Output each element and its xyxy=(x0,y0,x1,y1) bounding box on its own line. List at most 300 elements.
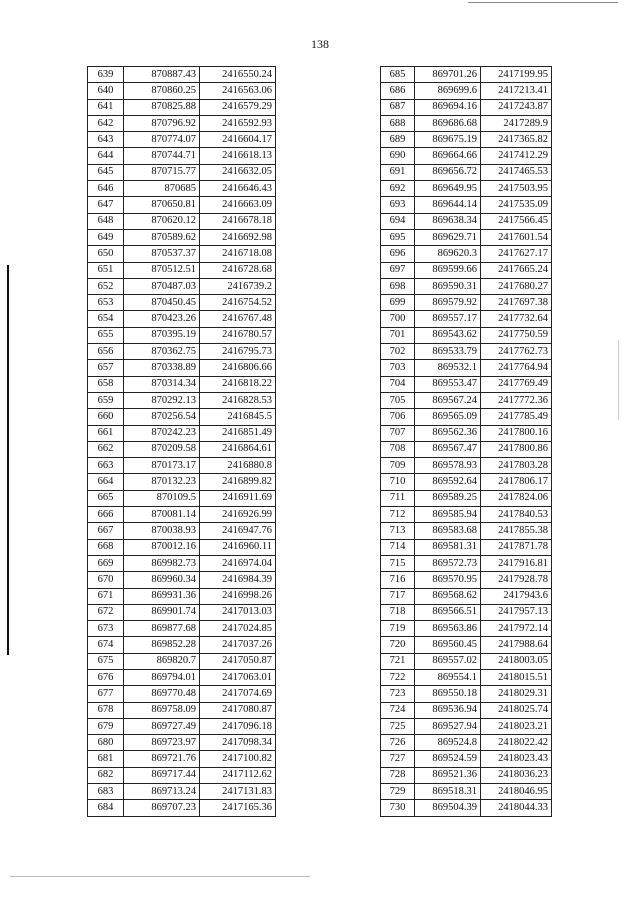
point-number-cell: 688 xyxy=(381,115,415,131)
point-number-cell: 663 xyxy=(88,458,124,474)
point-number-cell: 657 xyxy=(88,360,124,376)
point-number-cell: 693 xyxy=(381,197,415,213)
x-coordinate-cell: 869572.73 xyxy=(415,555,481,571)
y-coordinate-cell: 2416604.17 xyxy=(200,132,276,148)
scan-margin-bar xyxy=(7,265,9,655)
point-number-cell: 681 xyxy=(88,751,124,767)
x-coordinate-cell: 869620.3 xyxy=(415,246,481,262)
table-row xyxy=(88,164,276,180)
table-row xyxy=(88,767,276,783)
point-number-cell: 723 xyxy=(381,686,415,702)
table-row xyxy=(381,751,552,767)
table-row xyxy=(381,523,552,539)
y-coordinate-cell: 2417855.38 xyxy=(481,523,552,539)
table-row xyxy=(88,344,276,360)
table-row xyxy=(381,344,552,360)
x-coordinate-cell: 869931.36 xyxy=(124,588,200,604)
point-number-cell: 667 xyxy=(88,523,124,539)
point-number-cell: 660 xyxy=(88,409,124,425)
x-coordinate-cell: 869581.31 xyxy=(415,539,481,555)
x-coordinate-cell: 870038.93 xyxy=(124,523,200,539)
table-row xyxy=(381,702,552,718)
point-number-cell: 725 xyxy=(381,718,415,734)
point-number-cell: 690 xyxy=(381,148,415,164)
x-coordinate-cell: 869820.7 xyxy=(124,653,200,669)
y-coordinate-cell: 2417762.73 xyxy=(481,344,552,360)
point-number-cell: 727 xyxy=(381,751,415,767)
point-number-cell: 689 xyxy=(381,132,415,148)
y-coordinate-cell: 2417764.94 xyxy=(481,360,552,376)
x-coordinate-cell: 869686.68 xyxy=(415,115,481,131)
y-coordinate-cell: 2417928.78 xyxy=(481,572,552,588)
x-coordinate-cell: 870487.03 xyxy=(124,278,200,294)
x-coordinate-cell: 869599.66 xyxy=(415,262,481,278)
point-number-cell: 665 xyxy=(88,490,124,506)
table-row xyxy=(381,229,552,245)
point-number-cell: 652 xyxy=(88,278,124,294)
y-coordinate-cell: 2417627.17 xyxy=(481,246,552,262)
x-coordinate-cell: 869721.76 xyxy=(124,751,200,767)
table-row xyxy=(88,490,276,506)
point-number-cell: 695 xyxy=(381,229,415,245)
y-coordinate-cell: 2416618.13 xyxy=(200,148,276,164)
y-coordinate-cell: 2416550.24 xyxy=(200,67,276,83)
table-row xyxy=(381,800,552,816)
coordinates-table-right xyxy=(380,66,552,817)
table-row xyxy=(88,686,276,702)
table-row xyxy=(88,572,276,588)
point-number-cell: 696 xyxy=(381,246,415,262)
y-coordinate-cell: 2417972.14 xyxy=(481,621,552,637)
table-row xyxy=(88,735,276,751)
x-coordinate-cell: 870650.81 xyxy=(124,197,200,213)
y-coordinate-cell: 2417806.17 xyxy=(481,474,552,490)
point-number-cell: 656 xyxy=(88,344,124,360)
point-number-cell: 646 xyxy=(88,181,124,197)
table-row xyxy=(381,572,552,588)
y-coordinate-cell: 2416880.8 xyxy=(200,458,276,474)
x-coordinate-cell: 869536.94 xyxy=(415,702,481,718)
point-number-cell: 720 xyxy=(381,637,415,653)
y-coordinate-cell: 2417131.83 xyxy=(200,784,276,800)
table-row xyxy=(88,197,276,213)
y-coordinate-cell: 2417772.36 xyxy=(481,392,552,408)
y-coordinate-cell: 2416851.49 xyxy=(200,425,276,441)
table-row xyxy=(381,653,552,669)
x-coordinate-cell: 869592.64 xyxy=(415,474,481,490)
y-coordinate-cell: 2416984.39 xyxy=(200,572,276,588)
point-number-cell: 679 xyxy=(88,718,124,734)
point-number-cell: 714 xyxy=(381,539,415,555)
table-row xyxy=(381,425,552,441)
point-number-cell: 721 xyxy=(381,653,415,669)
table-row xyxy=(88,523,276,539)
table-row xyxy=(88,702,276,718)
x-coordinate-cell: 870744.71 xyxy=(124,148,200,164)
table-row xyxy=(88,132,276,148)
point-number-cell: 687 xyxy=(381,99,415,115)
point-number-cell: 705 xyxy=(381,392,415,408)
y-coordinate-cell: 2416579.29 xyxy=(200,99,276,115)
table-row xyxy=(381,490,552,506)
y-coordinate-cell: 2417037.26 xyxy=(200,637,276,653)
table-row xyxy=(88,360,276,376)
y-coordinate-cell: 2416728.68 xyxy=(200,262,276,278)
table-row xyxy=(381,295,552,311)
table-row xyxy=(88,669,276,685)
scan-bottom-rule xyxy=(10,876,310,877)
x-coordinate-cell: 869723.97 xyxy=(124,735,200,751)
x-coordinate-cell: 870012.16 xyxy=(124,539,200,555)
y-coordinate-cell: 2417074.69 xyxy=(200,686,276,702)
y-coordinate-cell: 2417566.45 xyxy=(481,213,552,229)
y-coordinate-cell: 2418044.33 xyxy=(481,800,552,816)
x-coordinate-cell: 869649.95 xyxy=(415,181,481,197)
x-coordinate-cell: 869960.34 xyxy=(124,572,200,588)
x-coordinate-cell: 869699.6 xyxy=(415,83,481,99)
y-coordinate-cell: 2417199.95 xyxy=(481,67,552,83)
point-number-cell: 722 xyxy=(381,669,415,685)
point-number-cell: 702 xyxy=(381,344,415,360)
table-row xyxy=(381,132,552,148)
table-row xyxy=(381,539,552,555)
y-coordinate-cell: 2416739.2 xyxy=(200,278,276,294)
point-number-cell: 697 xyxy=(381,262,415,278)
point-number-cell: 639 xyxy=(88,67,124,83)
y-coordinate-cell: 2417098.34 xyxy=(200,735,276,751)
table-row xyxy=(88,458,276,474)
table-row xyxy=(88,83,276,99)
point-number-cell: 647 xyxy=(88,197,124,213)
table-row xyxy=(381,115,552,131)
point-number-cell: 698 xyxy=(381,278,415,294)
x-coordinate-cell: 869901.74 xyxy=(124,604,200,620)
y-coordinate-cell: 2417785.49 xyxy=(481,409,552,425)
point-number-cell: 719 xyxy=(381,621,415,637)
table-row xyxy=(381,311,552,327)
x-coordinate-cell: 870362.75 xyxy=(124,344,200,360)
table-row xyxy=(88,229,276,245)
table-row xyxy=(88,213,276,229)
y-coordinate-cell: 2416563.06 xyxy=(200,83,276,99)
x-coordinate-cell: 869521.36 xyxy=(415,767,481,783)
y-coordinate-cell: 2417213.41 xyxy=(481,83,552,99)
point-number-cell: 651 xyxy=(88,262,124,278)
table-row xyxy=(381,555,552,571)
point-number-cell: 709 xyxy=(381,458,415,474)
x-coordinate-cell: 869504.39 xyxy=(415,800,481,816)
y-coordinate-cell: 2418023.21 xyxy=(481,718,552,734)
x-coordinate-cell: 869543.62 xyxy=(415,327,481,343)
point-number-cell: 684 xyxy=(88,800,124,816)
table-row xyxy=(88,392,276,408)
table-row xyxy=(381,604,552,620)
table-row xyxy=(88,99,276,115)
x-coordinate-cell: 869852.28 xyxy=(124,637,200,653)
x-coordinate-cell: 869565.09 xyxy=(415,409,481,425)
x-coordinate-cell: 869527.94 xyxy=(415,718,481,734)
table-row xyxy=(381,197,552,213)
table-row xyxy=(88,637,276,653)
y-coordinate-cell: 2418022.42 xyxy=(481,735,552,751)
y-coordinate-cell: 2417535.09 xyxy=(481,197,552,213)
y-coordinate-cell: 2417988.64 xyxy=(481,637,552,653)
table-row xyxy=(88,653,276,669)
point-number-cell: 672 xyxy=(88,604,124,620)
point-number-cell: 640 xyxy=(88,83,124,99)
table-row xyxy=(381,441,552,457)
table-row xyxy=(381,474,552,490)
x-coordinate-cell: 869675.19 xyxy=(415,132,481,148)
y-coordinate-cell: 2416718.08 xyxy=(200,246,276,262)
y-coordinate-cell: 2417024.85 xyxy=(200,621,276,637)
table-row xyxy=(381,458,552,474)
y-coordinate-cell: 2417824.06 xyxy=(481,490,552,506)
point-number-cell: 726 xyxy=(381,735,415,751)
table-row xyxy=(381,327,552,343)
y-coordinate-cell: 2418025.74 xyxy=(481,702,552,718)
point-number-cell: 655 xyxy=(88,327,124,343)
y-coordinate-cell: 2416998.26 xyxy=(200,588,276,604)
table-row xyxy=(381,735,552,751)
y-coordinate-cell: 2418046.95 xyxy=(481,784,552,800)
table-row xyxy=(88,784,276,800)
point-number-cell: 724 xyxy=(381,702,415,718)
y-coordinate-cell: 2417943.6 xyxy=(481,588,552,604)
point-number-cell: 664 xyxy=(88,474,124,490)
y-coordinate-cell: 2416960.11 xyxy=(200,539,276,555)
y-coordinate-cell: 2417503.95 xyxy=(481,181,552,197)
coordinates-table-left xyxy=(87,66,276,817)
point-number-cell: 717 xyxy=(381,588,415,604)
point-number-cell: 653 xyxy=(88,295,124,311)
point-number-cell: 711 xyxy=(381,490,415,506)
x-coordinate-cell: 869707.23 xyxy=(124,800,200,816)
point-number-cell: 675 xyxy=(88,653,124,669)
point-number-cell: 718 xyxy=(381,604,415,620)
y-coordinate-cell: 2416864.61 xyxy=(200,441,276,457)
y-coordinate-cell: 2416911.69 xyxy=(200,490,276,506)
y-coordinate-cell: 2416818.22 xyxy=(200,376,276,392)
table-row xyxy=(381,669,552,685)
x-coordinate-cell: 870774.07 xyxy=(124,132,200,148)
x-coordinate-cell: 869794.01 xyxy=(124,669,200,685)
x-coordinate-cell: 869532.1 xyxy=(415,360,481,376)
y-coordinate-cell: 2416692.98 xyxy=(200,229,276,245)
y-coordinate-cell: 2418023.43 xyxy=(481,751,552,767)
y-coordinate-cell: 2416899.82 xyxy=(200,474,276,490)
table-row xyxy=(88,311,276,327)
point-number-cell: 713 xyxy=(381,523,415,539)
point-number-cell: 686 xyxy=(381,83,415,99)
y-coordinate-cell: 2416678.18 xyxy=(200,213,276,229)
point-number-cell: 658 xyxy=(88,376,124,392)
table-row xyxy=(88,262,276,278)
point-number-cell: 650 xyxy=(88,246,124,262)
table-row xyxy=(381,246,552,262)
table-row xyxy=(88,115,276,131)
table-row xyxy=(381,637,552,653)
y-coordinate-cell: 2418029.31 xyxy=(481,686,552,702)
y-coordinate-cell: 2416947.76 xyxy=(200,523,276,539)
x-coordinate-cell: 870209.58 xyxy=(124,441,200,457)
scan-top-rule xyxy=(468,2,618,3)
point-number-cell: 729 xyxy=(381,784,415,800)
point-number-cell: 703 xyxy=(381,360,415,376)
x-coordinate-cell: 869568.62 xyxy=(415,588,481,604)
x-coordinate-cell: 869644.14 xyxy=(415,197,481,213)
x-coordinate-cell: 870256.54 xyxy=(124,409,200,425)
point-number-cell: 682 xyxy=(88,767,124,783)
point-number-cell: 692 xyxy=(381,181,415,197)
y-coordinate-cell: 2417365.82 xyxy=(481,132,552,148)
x-coordinate-cell: 870395.19 xyxy=(124,327,200,343)
y-coordinate-cell: 2417871.78 xyxy=(481,539,552,555)
point-number-cell: 677 xyxy=(88,686,124,702)
point-number-cell: 707 xyxy=(381,425,415,441)
y-coordinate-cell: 2416754.52 xyxy=(200,295,276,311)
y-coordinate-cell: 2416592.93 xyxy=(200,115,276,131)
x-coordinate-cell: 870860.25 xyxy=(124,83,200,99)
x-coordinate-cell: 869553.47 xyxy=(415,376,481,392)
x-coordinate-cell: 870715.77 xyxy=(124,164,200,180)
y-coordinate-cell: 2417840.53 xyxy=(481,507,552,523)
point-number-cell: 694 xyxy=(381,213,415,229)
y-coordinate-cell: 2417957.13 xyxy=(481,604,552,620)
y-coordinate-cell: 2417665.24 xyxy=(481,262,552,278)
x-coordinate-cell: 869560.45 xyxy=(415,637,481,653)
table-row xyxy=(381,181,552,197)
table-row xyxy=(381,164,552,180)
point-number-cell: 659 xyxy=(88,392,124,408)
table-row xyxy=(381,507,552,523)
point-number-cell: 641 xyxy=(88,99,124,115)
y-coordinate-cell: 2416974.04 xyxy=(200,555,276,571)
x-coordinate-cell: 869701.26 xyxy=(415,67,481,83)
y-coordinate-cell: 2417080.87 xyxy=(200,702,276,718)
x-coordinate-cell: 869557.02 xyxy=(415,653,481,669)
point-number-cell: 678 xyxy=(88,702,124,718)
table-row xyxy=(88,327,276,343)
y-coordinate-cell: 2417732.64 xyxy=(481,311,552,327)
x-coordinate-cell: 869713.24 xyxy=(124,784,200,800)
table-row xyxy=(88,295,276,311)
y-coordinate-cell: 2417800.16 xyxy=(481,425,552,441)
x-coordinate-cell: 869518.31 xyxy=(415,784,481,800)
y-coordinate-cell: 2416767.48 xyxy=(200,311,276,327)
table-row xyxy=(88,604,276,620)
point-number-cell: 674 xyxy=(88,637,124,653)
point-number-cell: 661 xyxy=(88,425,124,441)
y-coordinate-cell: 2417750.59 xyxy=(481,327,552,343)
y-coordinate-cell: 2417165.36 xyxy=(200,800,276,816)
table-row xyxy=(381,392,552,408)
y-coordinate-cell: 2417013.03 xyxy=(200,604,276,620)
x-coordinate-cell: 870450.45 xyxy=(124,295,200,311)
x-coordinate-cell: 869524.8 xyxy=(415,735,481,751)
table-row xyxy=(88,67,276,83)
point-number-cell: 676 xyxy=(88,669,124,685)
x-coordinate-cell: 869656.72 xyxy=(415,164,481,180)
point-number-cell: 670 xyxy=(88,572,124,588)
x-coordinate-cell: 870512.51 xyxy=(124,262,200,278)
x-coordinate-cell: 869638.34 xyxy=(415,213,481,229)
table-row xyxy=(381,278,552,294)
point-number-cell: 666 xyxy=(88,507,124,523)
point-number-cell: 654 xyxy=(88,311,124,327)
x-coordinate-cell: 869524.59 xyxy=(415,751,481,767)
y-coordinate-cell: 2417769.49 xyxy=(481,376,552,392)
x-coordinate-cell: 870537.37 xyxy=(124,246,200,262)
y-coordinate-cell: 2417916.81 xyxy=(481,555,552,571)
y-coordinate-cell: 2416663.09 xyxy=(200,197,276,213)
point-number-cell: 706 xyxy=(381,409,415,425)
table-row xyxy=(88,507,276,523)
point-number-cell: 645 xyxy=(88,164,124,180)
point-number-cell: 716 xyxy=(381,572,415,588)
table-row xyxy=(88,425,276,441)
table-row xyxy=(381,83,552,99)
table-row xyxy=(381,409,552,425)
y-coordinate-cell: 2418015.51 xyxy=(481,669,552,685)
x-coordinate-cell: 869629.71 xyxy=(415,229,481,245)
y-coordinate-cell: 2418003.05 xyxy=(481,653,552,669)
y-coordinate-cell: 2416632.05 xyxy=(200,164,276,180)
table-row xyxy=(88,474,276,490)
x-coordinate-cell: 869717.44 xyxy=(124,767,200,783)
table-row xyxy=(381,148,552,164)
point-number-cell: 730 xyxy=(381,800,415,816)
x-coordinate-cell: 869533.79 xyxy=(415,344,481,360)
x-coordinate-cell: 869770.48 xyxy=(124,686,200,702)
table-row xyxy=(88,751,276,767)
table-row xyxy=(88,246,276,262)
x-coordinate-cell: 869566.51 xyxy=(415,604,481,620)
table-row xyxy=(88,376,276,392)
table-row xyxy=(381,99,552,115)
x-coordinate-cell: 869877.68 xyxy=(124,621,200,637)
point-number-cell: 662 xyxy=(88,441,124,457)
x-coordinate-cell: 870620.12 xyxy=(124,213,200,229)
y-coordinate-cell: 2417412.29 xyxy=(481,148,552,164)
point-number-cell: 680 xyxy=(88,735,124,751)
x-coordinate-cell: 869727.49 xyxy=(124,718,200,734)
point-number-cell: 644 xyxy=(88,148,124,164)
table-row xyxy=(381,784,552,800)
table-row xyxy=(88,621,276,637)
x-coordinate-cell: 869758.09 xyxy=(124,702,200,718)
x-coordinate-cell: 870292.13 xyxy=(124,392,200,408)
table-row xyxy=(88,588,276,604)
x-coordinate-cell: 869585.94 xyxy=(415,507,481,523)
point-number-cell: 701 xyxy=(381,327,415,343)
point-number-cell: 671 xyxy=(88,588,124,604)
x-coordinate-cell: 870109.5 xyxy=(124,490,200,506)
table-row xyxy=(381,360,552,376)
y-coordinate-cell: 2417112.62 xyxy=(200,767,276,783)
x-coordinate-cell: 869563.86 xyxy=(415,621,481,637)
table-row xyxy=(88,181,276,197)
y-coordinate-cell: 2416828.53 xyxy=(200,392,276,408)
point-number-cell: 643 xyxy=(88,132,124,148)
table-row xyxy=(381,376,552,392)
y-coordinate-cell: 2416926.99 xyxy=(200,507,276,523)
point-number-cell: 642 xyxy=(88,115,124,131)
table-row xyxy=(88,539,276,555)
point-number-cell: 683 xyxy=(88,784,124,800)
point-number-cell: 715 xyxy=(381,555,415,571)
y-coordinate-cell: 2417289.9 xyxy=(481,115,552,131)
